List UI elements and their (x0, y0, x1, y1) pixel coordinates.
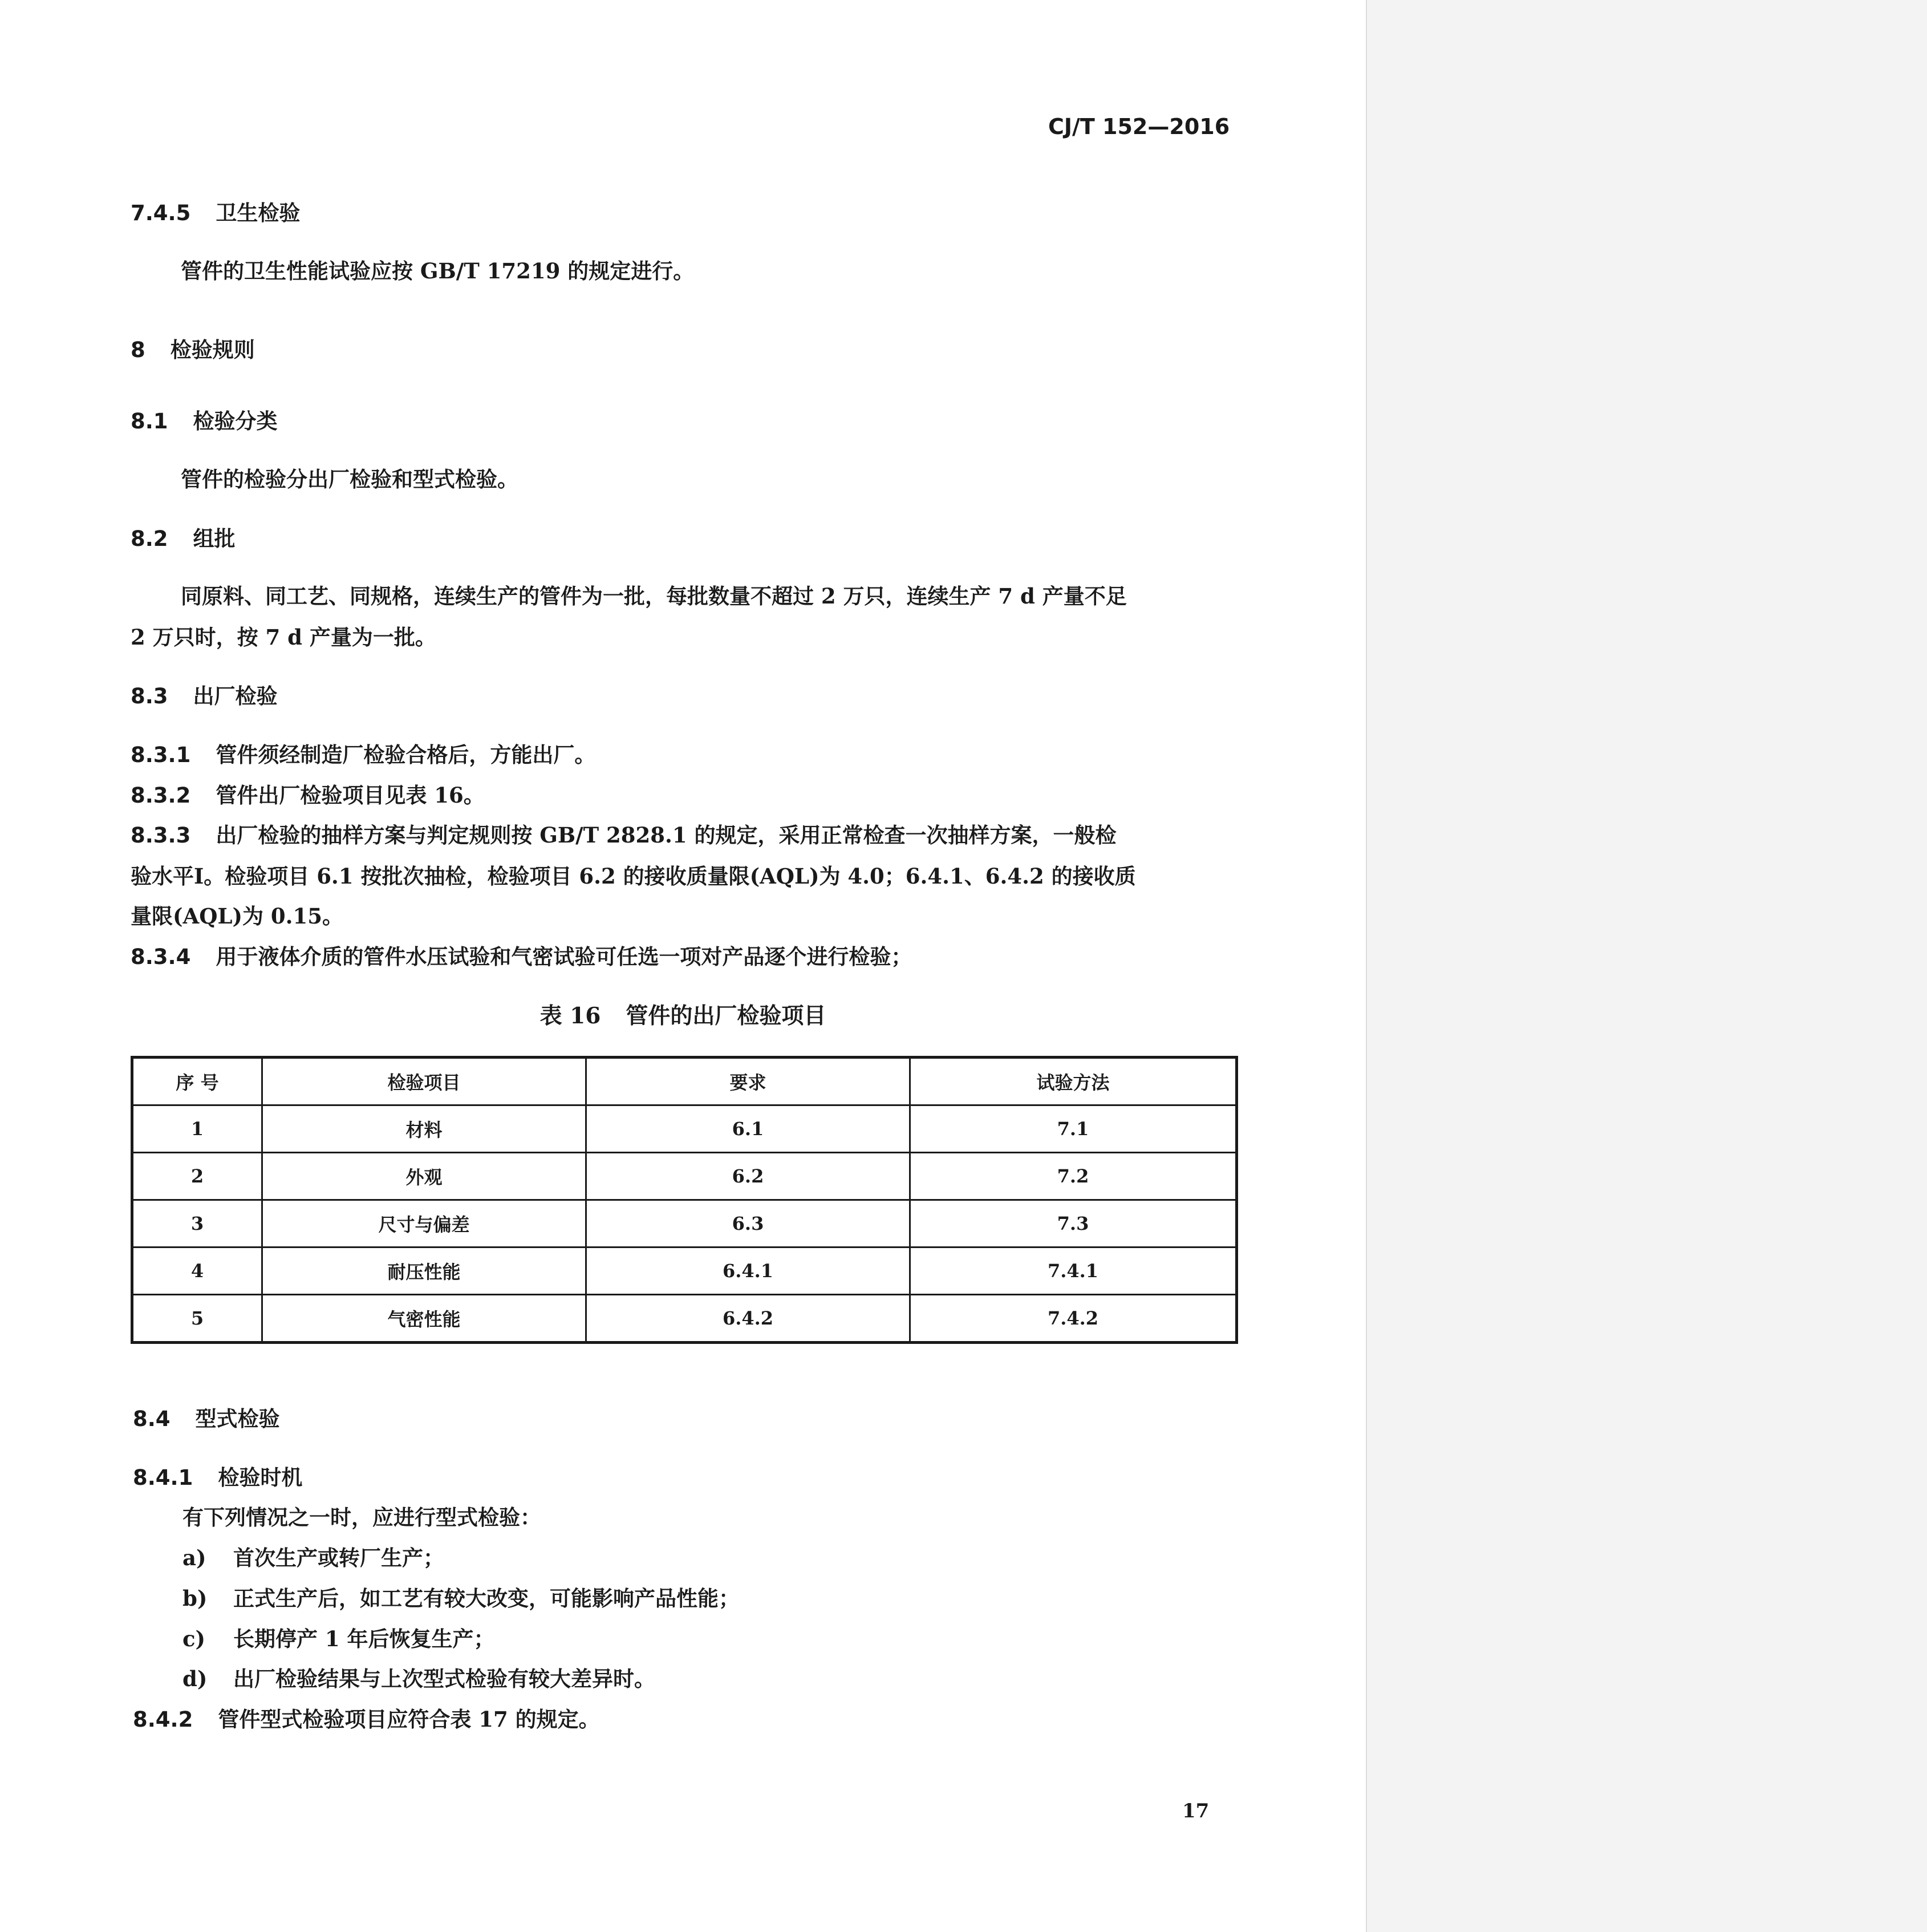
table-cell: 外观 (262, 1153, 586, 1200)
section-number: 8.2 (131, 526, 168, 551)
section-8-1-body: 管件的检验分出厂检验和型式检验。 (181, 467, 518, 492)
section-number: 8.4 (133, 1407, 171, 1431)
clause-8-3-4 (131, 946, 912, 967)
section-8-2-body-line1: 同原料、同工艺、同规格，连续生产的管件为一批，每批数量不超过 2 万只，连续生产 7 d 产量不足 (181, 584, 1127, 609)
list-item-label: c) (182, 1626, 206, 1651)
header-cell-item: 检验项目 (262, 1058, 586, 1105)
clause-text: 管件出厂检验项目见表 16。 (216, 783, 485, 808)
section-8-3-heading (131, 683, 278, 708)
table-cell: 7.1 (910, 1105, 1237, 1153)
clause-8-3-3-line3: 量限(AQL)为 0.15。 (131, 904, 343, 929)
clause-8-3-2 (131, 785, 485, 806)
chapter-number: 8 (131, 338, 145, 362)
table-cell: 6.4.1 (586, 1248, 910, 1295)
clause-text: 出厂检验的抽样方案与判定规则按 GB/T 2828.1 的规定，采用正常检查一次抽样方案，一般检 (216, 823, 1117, 848)
section-number: 8.3 (131, 684, 168, 708)
clause-number: 8.3.1 (131, 743, 191, 767)
table-row (132, 1295, 1237, 1343)
table-cell: 5 (132, 1295, 262, 1343)
header-cell-method: 试验方法 (910, 1058, 1237, 1105)
clause-number: 8.3.3 (131, 823, 191, 848)
list-item-text: 正式生产后，如工艺有较大改变，可能影响产品性能； (233, 1586, 740, 1611)
table-row (132, 1105, 1237, 1153)
table-cell: 3 (132, 1200, 262, 1248)
table-title: 管件的出厂检验项目 (626, 1003, 826, 1029)
list-item-label: d) (182, 1666, 208, 1691)
clause-number: 8.3.2 (131, 783, 191, 808)
section-7-4-5-body: 管件的卫生性能试验应按 GB/T 17219 的规定进行。 (181, 258, 695, 283)
clause-text: 用于液体介质的管件水压试验和气密试验可任选一项对产品逐个进行检验； (216, 944, 912, 969)
clause-8-3-3-line1 (131, 825, 1117, 846)
table-cell: 6.4.2 (586, 1295, 910, 1343)
header-cell-serial: 序 号 (132, 1058, 262, 1105)
section-7-4-5-heading (131, 202, 300, 224)
table-cell: 6.2 (586, 1153, 910, 1200)
section-8-2-body-line2: 2 万只时，按 7 d 产量为一批。 (131, 625, 436, 650)
table-row (132, 1200, 1237, 1248)
page-number: 17 (1182, 1800, 1210, 1822)
table-cell: 7.4.2 (910, 1295, 1237, 1343)
section-8-4-heading (133, 1408, 280, 1429)
section-number: 7.4.5 (131, 201, 191, 225)
table-16-caption (0, 1005, 1366, 1027)
table-number: 表 16 (539, 1003, 601, 1029)
section-title: 检验分类 (193, 408, 278, 434)
clause-8-3-3-line2: 验水平Ⅰ。检验项目 6.1 按批次抽检，检验项目 6.2 的接收质量限(AQL)为 4.0；6.4.1、6.4.2 的接收质 (131, 864, 1136, 889)
section-title: 出厂检验 (193, 683, 278, 708)
table-cell: 6.3 (586, 1200, 910, 1248)
document-number-header: CJ/T 152—2016 (1048, 114, 1230, 139)
table-cell: 耐压性能 (262, 1248, 586, 1295)
table-cell: 1 (132, 1105, 262, 1153)
table-cell: 4 (132, 1248, 262, 1295)
table-16 (131, 1056, 1238, 1344)
table-row (132, 1248, 1237, 1295)
list-item-text: 长期停产 1 年后恢复生产； (233, 1626, 495, 1651)
clause-title: 检验时机 (218, 1465, 303, 1490)
clause-text: 管件型式检验项目应符合表 17 的规定。 (218, 1707, 600, 1732)
chapter-8-heading (131, 339, 255, 361)
section-8-2-heading (131, 528, 236, 549)
table-header-row (132, 1058, 1237, 1105)
clause-number: 8.3.4 (131, 945, 191, 969)
table-cell: 2 (132, 1153, 262, 1200)
chapter-title: 检验规则 (170, 337, 255, 362)
list-item-label: a) (182, 1545, 206, 1570)
section-title: 组批 (193, 526, 236, 551)
list-item (182, 1545, 444, 1570)
list-item-text: 出厂检验结果与上次型式检验有较大差异时。 (233, 1666, 655, 1691)
list-item (182, 1668, 655, 1690)
list-item-label: b) (182, 1586, 208, 1611)
table-cell: 6.1 (586, 1105, 910, 1153)
section-title: 型式检验 (195, 1406, 280, 1431)
clause-8-4-1-heading (133, 1467, 302, 1488)
table-cell: 7.2 (910, 1153, 1237, 1200)
table-cell: 尺寸与偏差 (262, 1200, 586, 1248)
list-item (182, 1626, 495, 1651)
table-cell: 材料 (262, 1105, 586, 1153)
table-cell: 气密性能 (262, 1295, 586, 1343)
clause-number: 8.4.2 (133, 1707, 193, 1732)
table-cell: 7.3 (910, 1200, 1237, 1248)
clause-text: 管件须经制造厂检验合格后，方能出厂。 (216, 742, 596, 767)
viewer-background (1366, 0, 1927, 1932)
clause-8-4-2 (133, 1709, 600, 1730)
section-number: 8.1 (131, 409, 168, 434)
clause-number: 8.4.1 (133, 1465, 193, 1490)
header-cell-requirement: 要求 (586, 1058, 910, 1105)
section-8-1-heading (131, 408, 278, 434)
clause-8-4-1-intro: 有下列情况之一时，应进行型式检验： (182, 1505, 541, 1530)
table-cell: 7.4.1 (910, 1248, 1237, 1295)
list-item (182, 1588, 740, 1609)
section-title: 卫生检验 (216, 200, 301, 225)
list-item-text: 首次生产或转厂生产； (233, 1545, 444, 1570)
clause-8-3-1 (131, 744, 595, 765)
table-row (132, 1153, 1237, 1200)
